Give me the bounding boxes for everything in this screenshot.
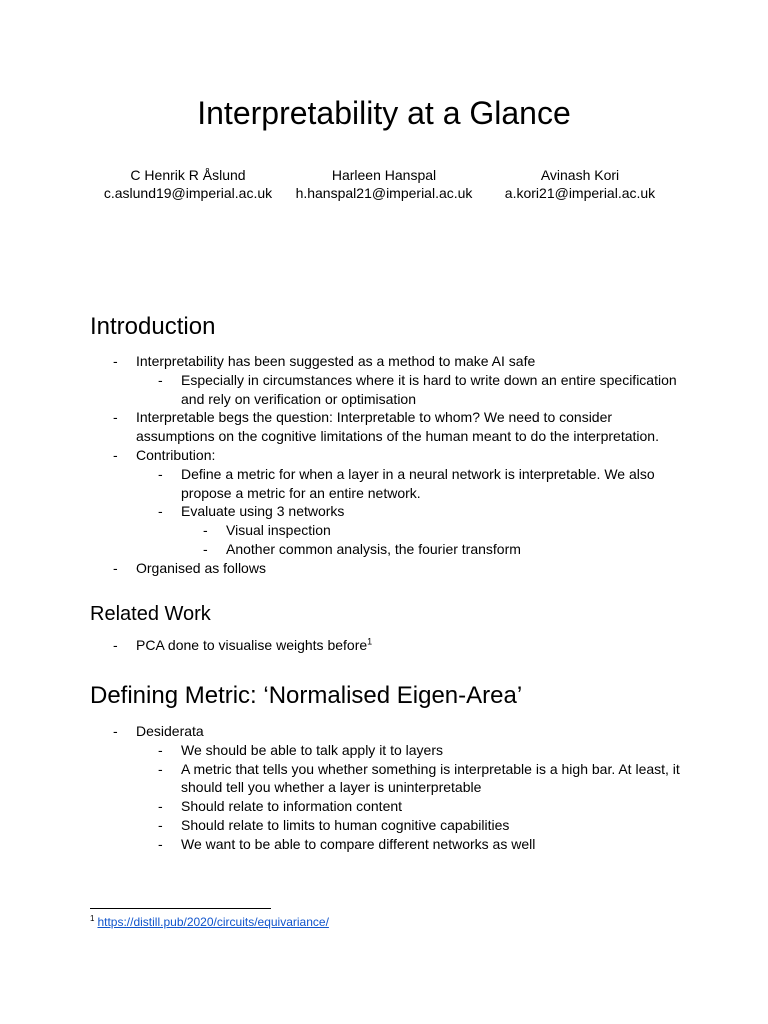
bullet-dash: - bbox=[158, 835, 163, 852]
list-item bbox=[0, 816, 681, 835]
list-item-text: Define a metric for when a layer in a neural network is interpretable. We also propose a metric for an entire network. bbox=[181, 465, 655, 501]
author-email: c.aslund19@imperial.ac.uk bbox=[103, 185, 273, 201]
list-item bbox=[0, 521, 681, 540]
section-heading-defining-metric: Defining Metric: ‘Normalised Eigen-Area’ bbox=[90, 682, 523, 709]
bullet-dash: - bbox=[203, 540, 208, 557]
list-item bbox=[0, 835, 681, 854]
introduction-list bbox=[0, 352, 681, 578]
list-item-text: Should relate to limits to human cognitive capabilities bbox=[181, 816, 510, 833]
list-item-text: Visual inspection bbox=[226, 522, 331, 539]
bullet-dash: - bbox=[158, 798, 163, 815]
bullet-dash: - bbox=[113, 723, 118, 739]
bullet-dash: - bbox=[158, 371, 163, 388]
author-2 bbox=[274, 166, 494, 202]
list-item bbox=[0, 741, 681, 760]
list-item bbox=[0, 408, 681, 446]
list-item bbox=[0, 446, 681, 465]
list-item bbox=[0, 352, 681, 371]
footnote-divider bbox=[90, 908, 271, 909]
list-item bbox=[0, 760, 681, 798]
footnote-reference[interactable]: 1 bbox=[367, 636, 373, 647]
author-email: a.kori21@imperial.ac.uk bbox=[504, 185, 656, 201]
defining-metric-list bbox=[0, 722, 681, 854]
list-item bbox=[0, 502, 681, 521]
list-item-text: We want to be able to compare different networks as well bbox=[181, 835, 536, 852]
bullet-dash: - bbox=[113, 353, 118, 369]
related-work-list bbox=[0, 636, 676, 655]
bullet-dash: - bbox=[113, 446, 118, 463]
author-name: Harleen Hanspal bbox=[331, 167, 437, 183]
list-item bbox=[0, 559, 681, 578]
list-item-text: Interpretable begs the question: Interpretable to whom? We need to consider assumptions on the cognitive limitations of the human meant to do the interpretation. bbox=[136, 409, 659, 445]
list-item-text: Contribution: bbox=[136, 446, 216, 463]
list-item bbox=[0, 465, 681, 503]
list-item-text: Organised as follows bbox=[136, 559, 266, 576]
footnote bbox=[90, 914, 329, 930]
author-3 bbox=[470, 166, 690, 202]
bullet-dash: - bbox=[158, 760, 163, 777]
list-item-text: Interpretability has been suggested as a method to make AI safe bbox=[136, 353, 536, 369]
bullet-dash: - bbox=[158, 465, 163, 482]
bullet-dash: - bbox=[158, 741, 163, 758]
list-item bbox=[0, 797, 681, 816]
list-item-text: Another common analysis, the fourier transform bbox=[226, 540, 521, 557]
bullet-dash: - bbox=[113, 637, 118, 653]
list-item bbox=[0, 540, 681, 559]
bullet-dash: - bbox=[158, 503, 163, 520]
document-title: Interpretability at a Glance bbox=[197, 95, 571, 131]
footnote-link[interactable]: https://distill.pub/2020/circuits/equivariance/ bbox=[97, 915, 329, 929]
list-item bbox=[0, 636, 676, 655]
list-item-text bbox=[136, 636, 676, 655]
section-heading-related-work: Related Work bbox=[90, 603, 211, 625]
author-1 bbox=[78, 166, 298, 202]
bullet-dash: - bbox=[113, 559, 118, 576]
author-name: C Henrik R Åslund bbox=[130, 167, 246, 183]
list-item-text: A metric that tells you whether something is interpretable is a high bar. At least, it should tell you whether a layer is uninterpretable bbox=[181, 760, 680, 796]
list-item-text: Should relate to information content bbox=[181, 798, 403, 815]
list-item bbox=[0, 371, 681, 409]
list-item-text: Desiderata bbox=[136, 723, 204, 739]
author-email: h.hanspal21@imperial.ac.uk bbox=[295, 185, 473, 201]
list-item bbox=[0, 722, 681, 741]
bullet-dash: - bbox=[113, 409, 118, 426]
list-item-text: Especially in circumstances where it is hard to write down an entire specification and rely on verification or optimisation bbox=[181, 371, 677, 407]
bullet-dash: - bbox=[158, 816, 163, 833]
section-heading-introduction: Introduction bbox=[90, 313, 216, 340]
author-name: Avinash Kori bbox=[540, 167, 620, 183]
list-item-content: PCA done to visualise weights before bbox=[136, 637, 368, 653]
list-item-text: We should be able to talk apply it to layers bbox=[181, 741, 444, 758]
list-item-text: Evaluate using 3 networks bbox=[181, 503, 345, 520]
footnote-number: 1 bbox=[90, 914, 95, 923]
bullet-dash: - bbox=[203, 522, 208, 539]
